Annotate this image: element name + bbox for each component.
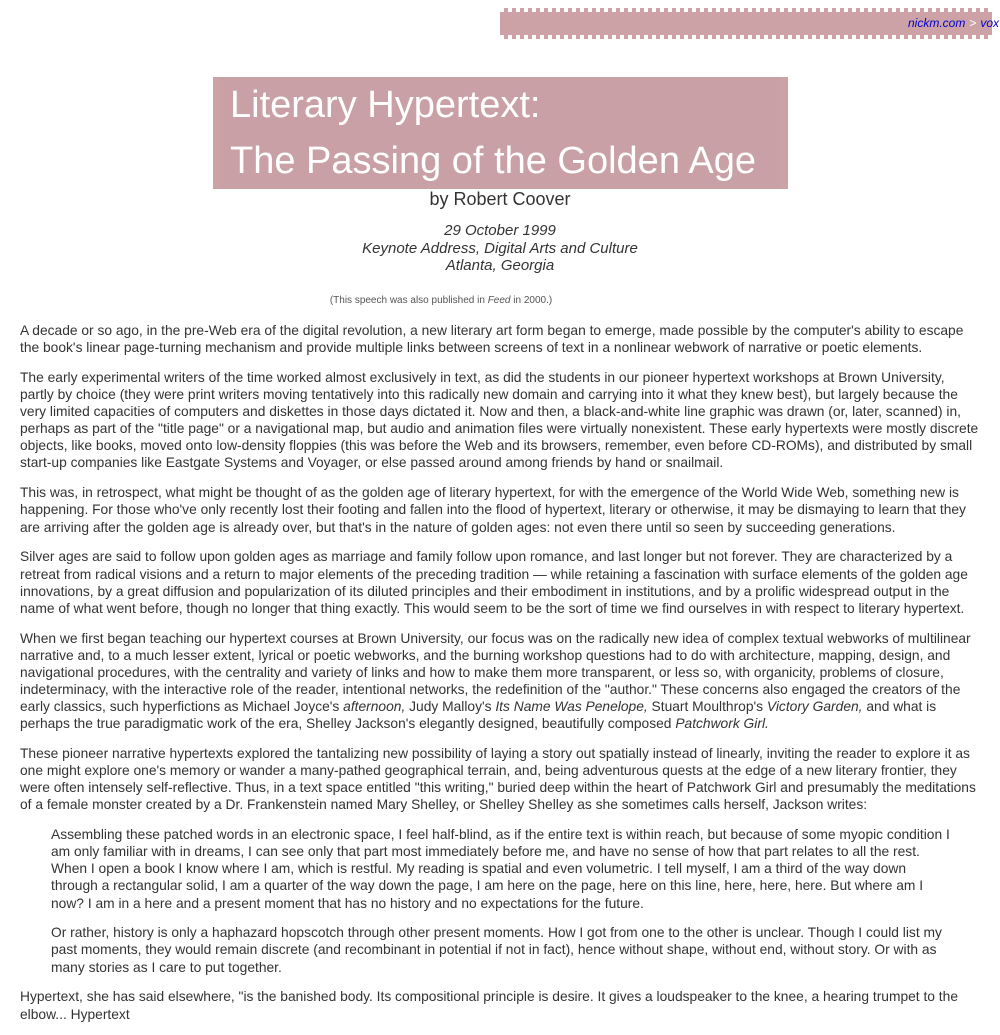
paragraph-6: These pioneer narrative hypertexts explored the tantalizing new possibility of laying a story out spatially instead of linearly, inviting the reader to explore it as one might explore one's memory or wander a many-pathed geographical terrain, and, being adventurous quests at the edge of a new literary frontier, they were often intensely self-reflective. Thus, in a text space entitled "this writing," buried deep within the heart of Patchwork Girl and presumably the meditations of a female monster created by a Dr. Frankenstein named Mary Shelley, or Shelley Shelley as she sometimes calls herself, Jackson writes: <box>20 745 976 813</box>
article-body <box>20 322 982 1035</box>
paragraph-5-part-c: Stuart Moulthrop's <box>647 698 767 714</box>
paragraph-4: Silver ages are said to follow upon golden ages as marriage and family follow upon romance, and last longer but not forever. They are characterized by a retreat from radical visions and a return to major elements of the preceding tradition — while retaining a fascination with surface elements of the golden age innovations, by a great diffusion and popularization of its diluted principles and their embodiment in institutions, and by a prolific widespread output in the name of what went before, though no longer that thing exactly. This would seem to be the sort of time we find ourselves in with respect to literary hypertext. <box>20 549 968 616</box>
paragraph-5-part-a: When we first began teaching our hypertext courses at Brown University, our focus was on the radically new idea of complex textual webworks of multilinear narrative and, to a much lesser extent, lyrical or poetic webworks, and the burning workshop questions had to do with architecture, mapping, design, and navigational procedures, with the centrality and variety of links and how to make them more transparent, or less so, with organicity, problems of closure, indeterminacy, with the interactive role of the reader, intentional networks, the redefinition of the "author." These concerns also engaged the creators of the early classics, such hyperfictions as Michael Joyce's <box>20 630 971 714</box>
title-banner <box>213 77 788 189</box>
breadcrumb-bar <box>500 8 1000 39</box>
work-title-penelope: Its Name Was Penelope, <box>495 698 648 714</box>
block-quote <box>51 826 956 976</box>
publication-note-after: in 2000.) <box>510 295 553 306</box>
page-title-line-2: The Passing of the Golden Age <box>230 140 757 182</box>
breadcrumb-link-vox[interactable]: vox <box>980 16 1000 30</box>
quote-paragraph-2: Or rather, history is only a haphazard hopscotch through other present moments. How I got from one to the other is unclear. Though I could list my past moments, they would remain discrete (and recombinant in potential if not in fact), hence without shape, without end, without story. Or with as many stories as I care to put together. <box>51 925 942 975</box>
perforated-edge-bottom <box>500 35 992 39</box>
title-banner-inner <box>220 77 780 189</box>
work-title-victory-garden: Victory Garden, <box>766 698 863 714</box>
perforated-edge-top <box>500 8 992 12</box>
breadcrumb <box>908 16 999 30</box>
publication-note-before: (This speech was also published in <box>329 295 488 306</box>
paragraph-1: A decade or so ago, in the pre-Web era of the digital revolution, a new literary art form began to emerge, made possible by the computer's ability to escape the book's linear page-turning mechanism and provide multiple links between screens of text in a nonlinear webwork of narrative or poetic elements. <box>20 323 964 356</box>
paragraph-3: This was, in retrospect, what might be thought of as the golden age of literary hypertext, for with the emergence of the World Wide Web, something new is happening. For those who've only recently lost their footing and fallen into the flood of hypertext, literary or otherwise, it may be dismaying to learn that they are arriving after the golden age is already over, but that's in the nature of golden ages: not even there until so seen by succeeding generations. <box>20 485 966 535</box>
work-title-patchwork-girl: Patchwork Girl. <box>675 716 769 732</box>
paragraph-5-part-d: and what is perhaps the true paradigmatic work of the era, Shelley Jackson's elegantly designed, beautifully composed <box>20 698 937 732</box>
breadcrumb-link-home[interactable]: nickm.com <box>908 16 966 30</box>
work-title-afternoon: afternoon, <box>343 698 406 714</box>
paragraph-5 <box>20 630 982 733</box>
quote-paragraph-1: Assembling these patched words in an electronic space, I feel half-blind, as if the entire text is within reach, but because of some myopic condition I am only familiar with in dreams, I can see only that part most immediately before me, and have no sense of how that part relates to all the rest. When I open a book I know where I am, which is restful. My reading is spatial and even volumetric. I tell myself, I am a third of the way down through a rectangular solid, I am a quarter of the way down the page, I am here on the page, here on this line, here, here, here. But where am I now? I am in a here and a present moment that has no history and no expectations for the future. <box>51 827 950 911</box>
author-byline: by Robert Coover <box>429 189 571 209</box>
publication-note <box>0 295 882 306</box>
page-title-line-1: Literary Hypertext: <box>230 84 541 126</box>
paragraph-5-part-b: Judy Malloy's <box>405 698 496 714</box>
paragraph-7: Hypertext, she has said elsewhere, "is the banished body. Its compositional principle is desire. It gives a loudspeaker to the knee, a hearing trumpet to the elbow... Hypertext <box>20 989 958 1022</box>
event-occasion: Keynote Address, Digital Arts and Culture <box>362 239 638 257</box>
breadcrumb-separator: > <box>969 16 977 30</box>
event-date: 29 October 1999 <box>444 222 556 239</box>
paragraph-2: The early experimental writers of the time worked almost exclusively in text, as did the students in our pioneer hypertext workshops at Brown University, partly by choice (they were print writers moving tentatively into this radically new domain and carrying into it what they knew best), but largely because the very limited capacities of computers and diskettes in those days dictated it. Now and then, a black-and-white line graphic was drawn (or, later, scanned) in, perhaps as part of the "title page" or a navigational map, but audio and animation files were virtually nonexistent. These early hypertexts were mostly discrete objects, like books, moved onto low-density floppies (this was before the Web and its browsers, remember, even before CD-ROMs), and distributed by small start-up companies like Eastgate Systems and Voyager, or else passed around among friends by hand or snailmail. <box>20 369 979 471</box>
publication-note-journal: Feed <box>487 295 511 306</box>
event-location: Atlanta, Georgia <box>445 257 555 274</box>
event-info <box>0 222 1000 275</box>
